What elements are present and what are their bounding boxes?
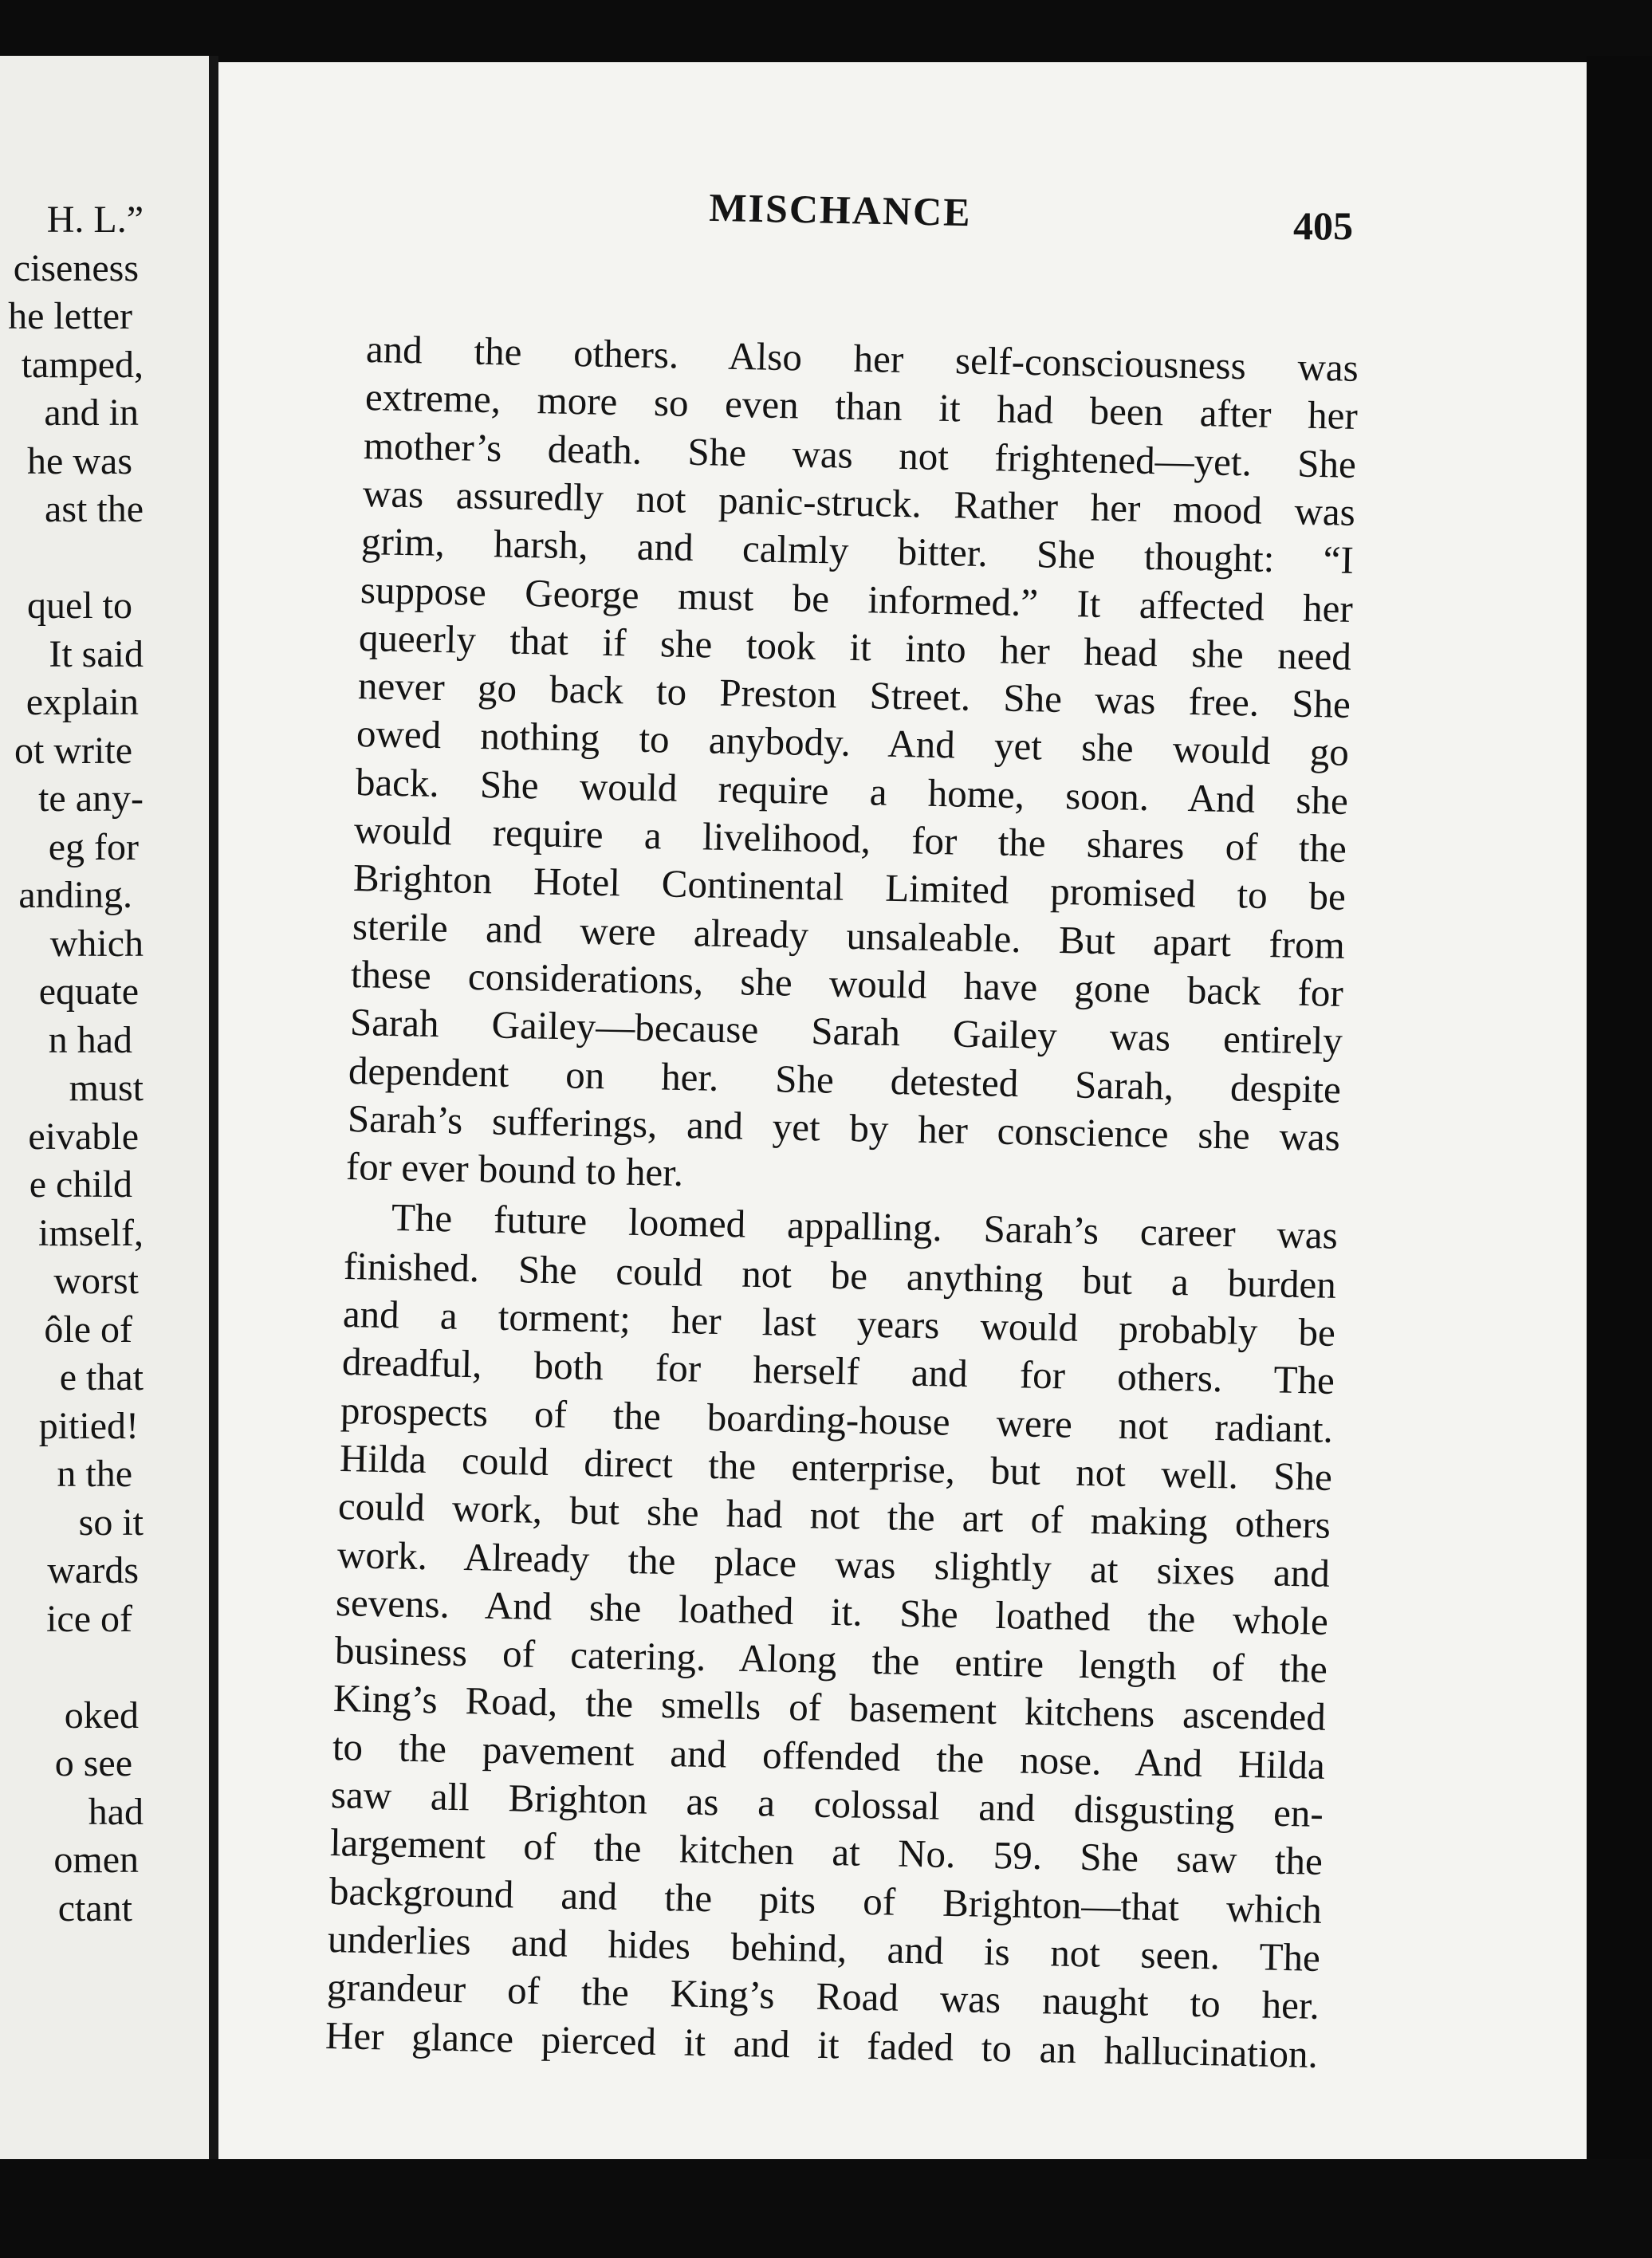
text-line: saw all Brighton as a colossal and disgusting en-: [330, 1772, 1324, 1835]
running-head: MISCHANCE: [708, 184, 973, 235]
text-line: dreadful, both for herself and for others. The: [341, 1339, 1335, 1403]
left-page-line: n the: [57, 1453, 132, 1495]
left-page-line: oked: [64, 1694, 139, 1737]
text-line: and a torment; her last years would probably be: [342, 1292, 1336, 1355]
left-page-line: ôle of: [44, 1308, 132, 1351]
left-page-line: must: [69, 1067, 144, 1109]
text-line: and the others. Also her self-consciousness was: [365, 327, 1359, 390]
book-page: [218, 62, 1587, 2199]
text-line: King’s Road, the smells of basement kitchens ascended: [332, 1676, 1327, 1740]
body-text: [324, 254, 1562, 2087]
left-page-line: ot write: [14, 729, 132, 772]
text-line: mother’s death. She was not frightened—yet. She: [363, 423, 1357, 486]
left-page-line: explain: [26, 681, 139, 723]
text-line: work. Already the place was slightly at sixes and: [336, 1532, 1331, 1595]
text-line: queerly that if she took it into her head she need: [358, 615, 1352, 679]
left-page-line: ast the: [45, 488, 144, 530]
text-line: owed nothing to anybody. And yet she would go: [356, 711, 1350, 775]
left-page-line: so it: [78, 1501, 144, 1544]
left-page-line: pitied!: [38, 1404, 139, 1447]
page-gutter: [209, 56, 218, 2209]
text-line: Hilda could direct the enterprise, but not well. She: [339, 1435, 1333, 1499]
text-line: Brighton Hotel Continental Limited promised to be: [352, 856, 1347, 919]
left-page-line: eivable: [28, 1115, 139, 1158]
previous-page-fragment: [0, 56, 209, 2193]
text-line: never go back to Preston Street. She was free. She: [357, 663, 1351, 726]
left-page-line: had: [88, 1790, 144, 1833]
left-page-line: ctant: [57, 1886, 132, 1930]
left-page-line: n had: [48, 1018, 132, 1061]
text-line: The future loomed appalling. Sarah’s career was: [391, 1195, 1339, 1258]
left-page-line: he letter: [8, 295, 132, 337]
left-page-line: anding.: [18, 874, 132, 916]
text-line: business of catering. Along the entire length of the: [334, 1628, 1328, 1691]
left-page-line: worst: [53, 1260, 139, 1302]
text-line: grim, harsh, and calmly bitter. She thought: “I: [360, 519, 1355, 583]
left-page-line: It said: [49, 632, 144, 675]
text-line: underlies and hides behind, and is not seen. The: [327, 1916, 1321, 1980]
text-line: sterile and were already unsaleable. But apart from: [352, 903, 1346, 967]
left-page-line: ice of: [46, 1597, 132, 1640]
left-page-line: and in: [44, 391, 139, 434]
text-line: largement of the kitchen at No. 59. She saw the: [329, 1820, 1324, 1884]
text-line: suppose George must be informed.” It affected her: [360, 567, 1354, 631]
left-page-line: omen: [53, 1839, 139, 1881]
text-line: dependent on her. She detested Sarah, despite: [348, 1048, 1342, 1111]
left-page-line: e child: [29, 1163, 132, 1206]
left-page-line: eg for: [48, 825, 139, 868]
text-line: prospects of the boarding-house were not radiant.: [340, 1387, 1334, 1451]
text-line: these considerations, she would have gone back for: [350, 951, 1344, 1015]
left-page-line: e that: [59, 1356, 144, 1398]
top-border: [0, 0, 1652, 62]
left-page-line: H. L.”: [46, 199, 144, 241]
text-line: background and the pits of Brighton—that which: [328, 1868, 1323, 1932]
left-page-line: ciseness: [13, 246, 139, 289]
text-line: would require a livelihood, for the shares of the: [353, 808, 1347, 871]
text-line: Sarah’s sufferings, and yet by her conscience she was: [347, 1096, 1341, 1159]
text-line: to the pavement and offended the nose. And Hilda: [332, 1724, 1326, 1788]
left-page-line: wards: [47, 1549, 139, 1591]
text-line: finished. She could not be anything but a burden: [343, 1243, 1337, 1307]
left-page-line: quel to: [27, 584, 132, 627]
text-line: could work, but she had not the art of making others: [337, 1484, 1331, 1548]
page-number: 405: [1293, 203, 1353, 248]
text-line: was assuredly not panic-struck. Rather her mood was: [362, 470, 1356, 534]
left-page-line: o see: [54, 1742, 132, 1784]
left-page-line: equate: [38, 970, 139, 1013]
text-line: for ever bound to her.: [345, 1144, 684, 1195]
left-page-line: which: [49, 922, 144, 965]
bottom-border: [0, 2159, 1652, 2258]
text-line: extreme, more so even than it had been after her: [364, 375, 1359, 439]
scan-edge-shadow: [1587, 56, 1652, 2209]
text-line: Sarah Gailey—because Sarah Gailey was entirely: [349, 1000, 1343, 1064]
left-page-line: he was: [27, 439, 132, 482]
left-page-line: imself,: [38, 1211, 144, 1254]
text-line: grandeur of the King’s Road was naught to her.: [326, 1965, 1320, 2028]
text-line: sevens. And she loathed it. She loathed the whole: [335, 1579, 1329, 1643]
text-line: back. She would require a home, soon. And she: [355, 759, 1349, 823]
text-line: Her glance pierced it and it faded to an hallucination.: [324, 2012, 1319, 2076]
left-page-line: te any-: [38, 777, 144, 820]
left-page-line: tamped,: [21, 343, 144, 386]
